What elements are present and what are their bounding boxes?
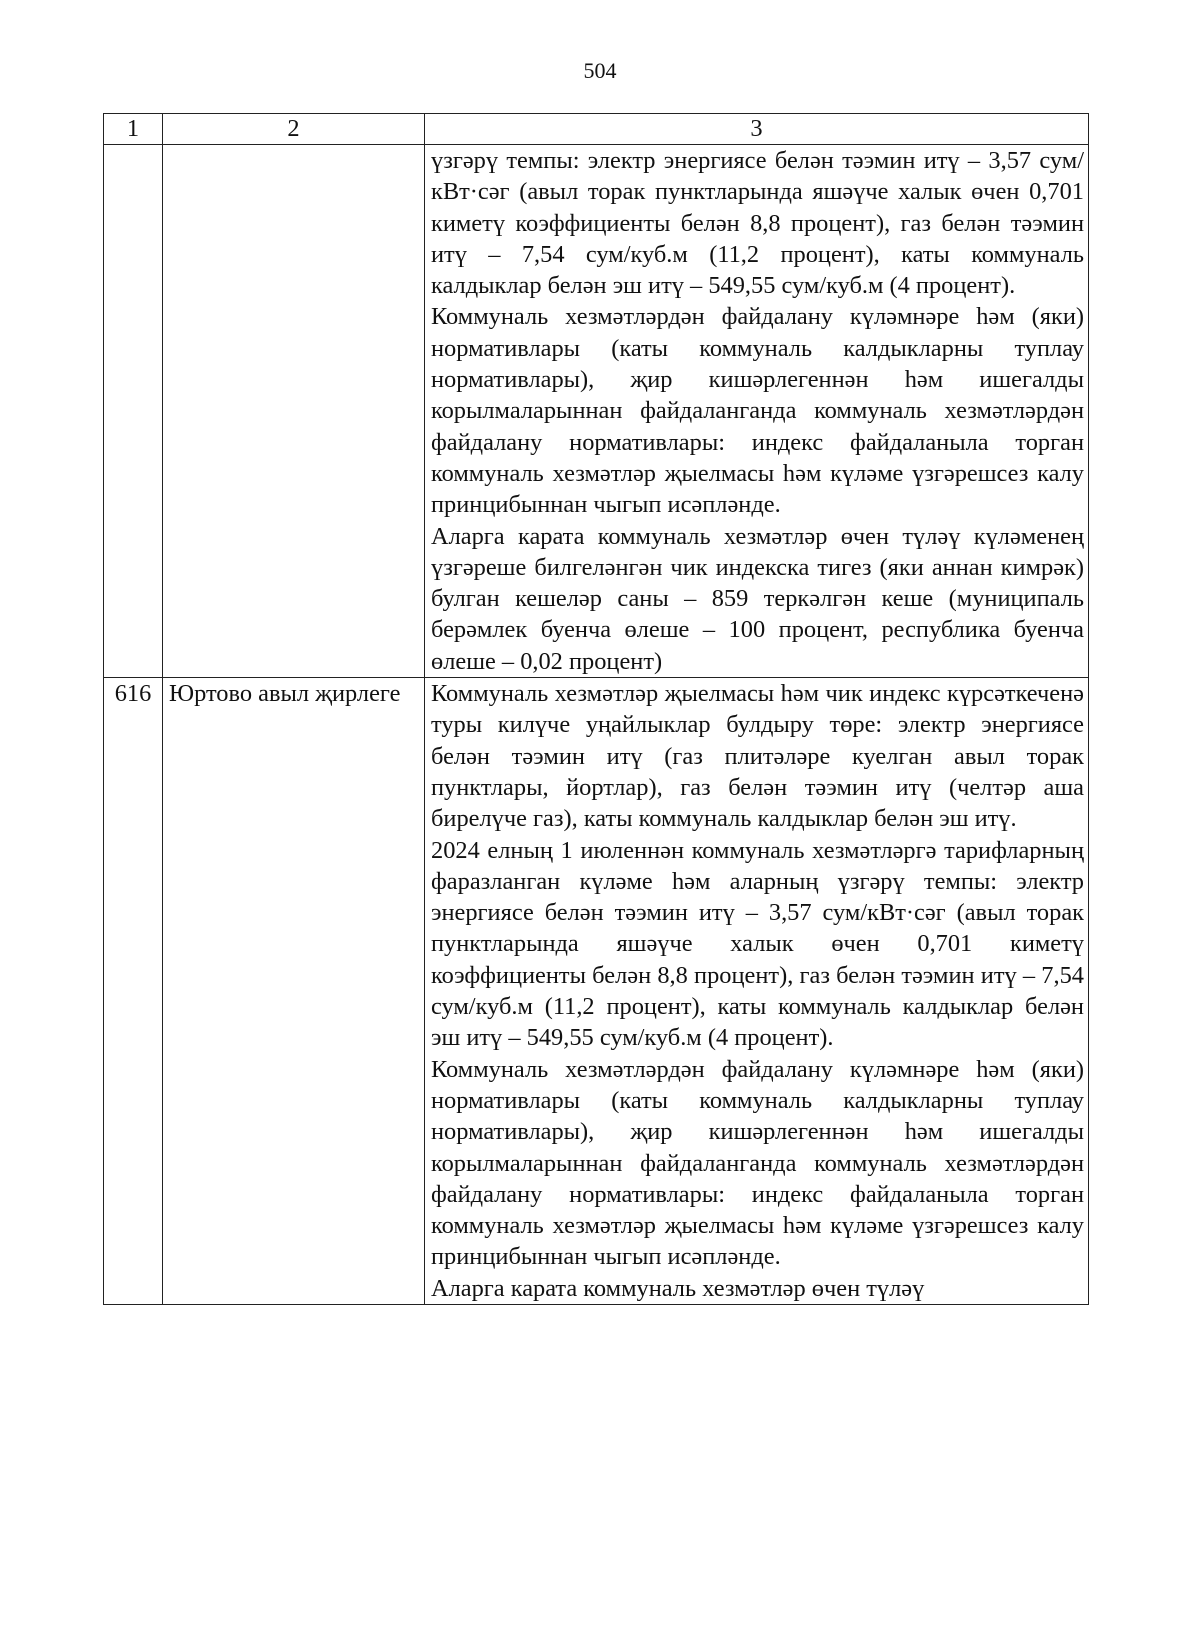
description-cell [425,678,1089,1305]
document-table [103,113,1089,1305]
paragraph: үзгәрү темпы: электр энергиясе белән тәэмин итү – 3,57 сум/кВт·сәг (авыл торак пунктларында яшәүче халык өчен 0,701 киметү коэффициенты белән 8,8 процент), газ белән тәэмин итү – 7,54 сум/куб.м (11,2 процент), каты коммуналь калдыклар белән эш итү – 549,55 сум/куб.м (4 процент). [431,147,1084,300]
page-number: 504 [583,58,617,83]
paragraph: Коммуналь хезмәтләрдән файдалану күләмнәре һәм (яки) нормативлары (каты коммуналь калдыкларны туплау нормативлары), җир кишәрлегеннән һәм ишегалды корылмаларыннан файдаланганда коммуналь хезмәтләрдән файдалану нормативлары: индекс файдаланыла торган коммуналь хезмәтләр җыелмасы һәм күләме үзгәрешсез калу принцибыннан чыгып исәпләнде. [431,303,1084,519]
settlement-name-cell: Юртово авыл җирлеге [163,678,425,1305]
header-cell-1: 1 [104,114,163,145]
paragraph: Аларга карата коммуналь хезмәтләр өчен түләү [431,1274,925,1302]
header-cell-2: 2 [163,114,425,145]
row-number-cell: 616 [104,678,163,1305]
table-header-row [104,114,1089,145]
row-number-cell [104,145,163,678]
table-row [104,145,1089,678]
paragraph: Коммуналь хезмәтләрдән файдалану күләмнәре һәм (яки) нормативлары (каты коммуналь калдыкларны туплау нормативлары), җир кишәрлегеннән һәм ишегалды корылмаларыннан файдаланганда коммуналь хезмәтләрдән файдалану нормативлары: индекс файдаланыла торган коммуналь хезмәтләр җыелмасы һәм күләме үзгәрешсез калу принцибыннан чыгып исәпләнде. [431,1055,1084,1271]
header-cell-3: 3 [425,114,1089,145]
table-row [104,678,1089,1305]
settlement-name-cell [163,145,425,678]
paragraph: Коммуналь хезмәтләр җыелмасы һәм чик индекс күрсәткеченә туры килүче уңайлыклар булдыру төре: электр энергиясе белән тәэмин итү (газ плитәләре куелган авыл торак пунктлары, йортлар), газ белән тәэмин итү (челтәр аша бирелүче газ), каты коммуналь калдыклар белән эш итү. [431,680,1084,833]
description-cell [425,145,1089,678]
paragraph: 2024 елның 1 июленнән коммуналь хезмәтләргә тарифларның фаразланган күләме һәм аларның үзгәрү темпы: электр энергиясе белән тәэмин итү – 3,57 сум/кВт·сәг (авыл торак пунктларында яшәүче халык өчен 0,701 киметү коэффициенты белән 8,8 процент), газ белән тәэмин итү – 7,54 сум/куб.м (11,2 процент), каты коммуналь калдыклар белән эш итү – 549,55 сум/куб.м (4 процент). [431,836,1084,1052]
paragraph: Аларга карата коммуналь хезмәтләр өчен түләү күләменең үзгәреше билгеләнгән чик индекска тигез (яки аннан кимрәк) булган кешеләр саны – 859 теркәлгән кеше (муниципаль берәмлек буенча өлеше – 100 процент, республика буенча өлеше – 0,02 процент) [431,522,1084,675]
